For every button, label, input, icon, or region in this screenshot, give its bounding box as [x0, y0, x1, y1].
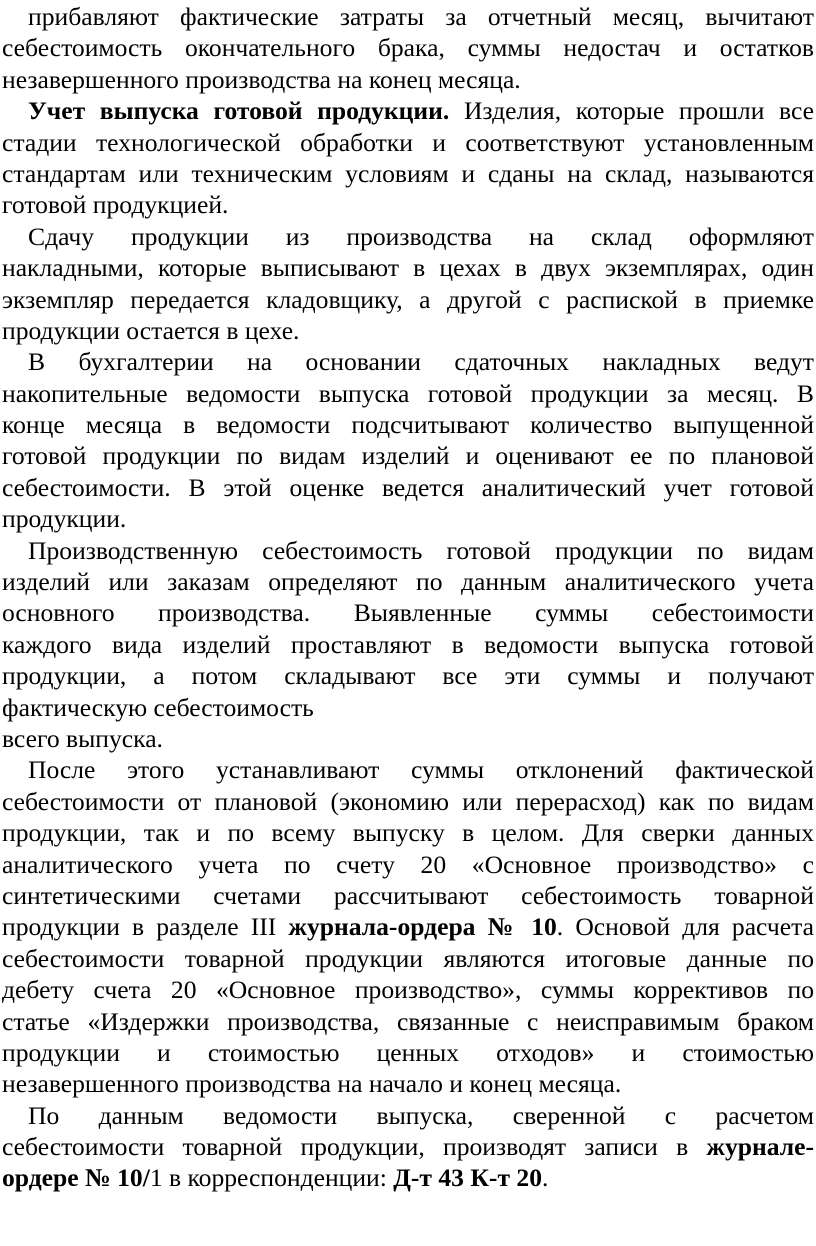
paragraph-line: прибавляют фактические затраты за отчетный месяц, вычитают — [28, 2, 814, 31]
paragraph-text: . — [542, 1163, 549, 1193]
paragraph-line — [2, 1162, 814, 1193]
paragraph-line: В бухгалтерии на основании сдаточных накладных ведут — [28, 347, 814, 377]
paragraph-text: . Основой для расчета — [556, 912, 814, 942]
paragraph-2 — [2, 95, 814, 221]
account-entry: Д-т 43 К-т 20 — [393, 1163, 543, 1193]
paragraph-7 — [2, 1100, 814, 1194]
paragraph-line: незавершенного производства на начало и конец месяца. — [2, 1069, 622, 1099]
paragraph-line: всего выпуска. — [2, 723, 163, 753]
paragraph-line: каждого вида изделий проставляют в ведомости выпуска готовой — [2, 629, 814, 659]
paragraph-line: дебету счета 20 «Основное производство», суммы коррективов по — [2, 975, 814, 1005]
paragraph-line: По данным ведомости выпуска, сверенной с расчетом — [28, 1100, 814, 1130]
paragraph-line: экземпляр передается кладовщику, а другой с распиской в приемке — [2, 284, 814, 314]
paragraph-line — [2, 911, 814, 942]
paragraph-6 — [2, 754, 814, 1099]
paragraph-line: незавершенного производства на конец месяца. — [2, 64, 521, 94]
section-heading: Учет выпуска готовой продукции. — [28, 96, 450, 126]
paragraph-4 — [2, 346, 814, 534]
paragraph-line: стандартам или техническим условиям и сданы на склад, называются — [2, 158, 814, 188]
paragraph-line — [2, 1131, 814, 1162]
paragraph-line: После этого устанавливают суммы отклонений фактической — [28, 755, 814, 785]
paragraph-line: аналитического учета по счету 20 «Основное производство» с — [2, 849, 814, 879]
journal-order-reference: журнала-ордера № 10 — [288, 912, 557, 942]
paragraph-line: готовой продукцией. — [2, 190, 229, 220]
paragraph-line: Производственную себестоимость готовой продукции по видам — [28, 535, 814, 565]
paragraph-text: продукции в разделе III — [2, 912, 289, 942]
journal-order-reference: ордере № 10/ — [2, 1163, 150, 1193]
paragraph-line: статье «Издержки производства, связанные с неисправимым браком — [2, 1006, 814, 1036]
paragraph-line — [2, 95, 814, 126]
paragraph-line: продукции и стоимостью ценных отходов» и стоимостью — [2, 1037, 814, 1067]
paragraph-text: Изделия, которые прошли все — [449, 96, 814, 126]
paragraph-line: конце месяца в ведомости подсчитывают количество выпущенной — [2, 410, 814, 440]
paragraph-line: фактическую себестоимость — [2, 692, 314, 722]
paragraph-line: накопительные ведомости выпуска готовой продукции за месяц. В — [2, 378, 814, 408]
paragraph-line: себестоимости. В этой оценке ведется аналитический учет готовой — [2, 472, 814, 502]
paragraph-line: основного производства. Выявленные суммы себестоимости — [2, 598, 814, 628]
paragraph-line: себестоимость окончательного брака, суммы недостач и остатков — [2, 33, 814, 63]
paragraph-text: 1 в корреспонденции: — [149, 1163, 394, 1193]
paragraph-line: продукции, так и по всему выпуску в целом. Для сверки данных — [2, 818, 814, 848]
paragraph-text: себестоимости товарной продукции, производят записи в — [2, 1132, 707, 1162]
paragraph-line: накладными, которые выписывают в цехах в двух экземплярах, один — [2, 253, 814, 283]
paragraph-line: изделий или заказам определяют по данным аналитического учета — [2, 567, 814, 597]
paragraph-line: себестоимости товарной продукции являются итоговые данные по — [2, 943, 814, 973]
paragraph-line: продукции. — [2, 504, 127, 534]
paragraph-1 — [2, 1, 814, 95]
paragraph-3 — [2, 221, 814, 347]
paragraph-line: себестоимости от плановой (экономию или перерасход) как по видам — [2, 786, 814, 816]
paragraph-line: синтетическими счетами рассчитывают себестоимость товарной — [2, 880, 814, 910]
paragraph-line: стадии технологической обработки и соответствуют установленным — [2, 127, 814, 157]
journal-order-reference: журнале- — [706, 1132, 814, 1162]
paragraph-line: продукции остается в цехе. — [2, 315, 300, 345]
paragraph-line: продукции, а потом складывают все эти суммы и получают — [2, 661, 814, 691]
paragraph-line: Сдачу продукции из производства на склад оформляют — [28, 221, 814, 251]
paragraph-5 — [2, 535, 814, 755]
paragraph-line: готовой продукции по видам изделий и оценивают ее по плановой — [2, 441, 814, 471]
